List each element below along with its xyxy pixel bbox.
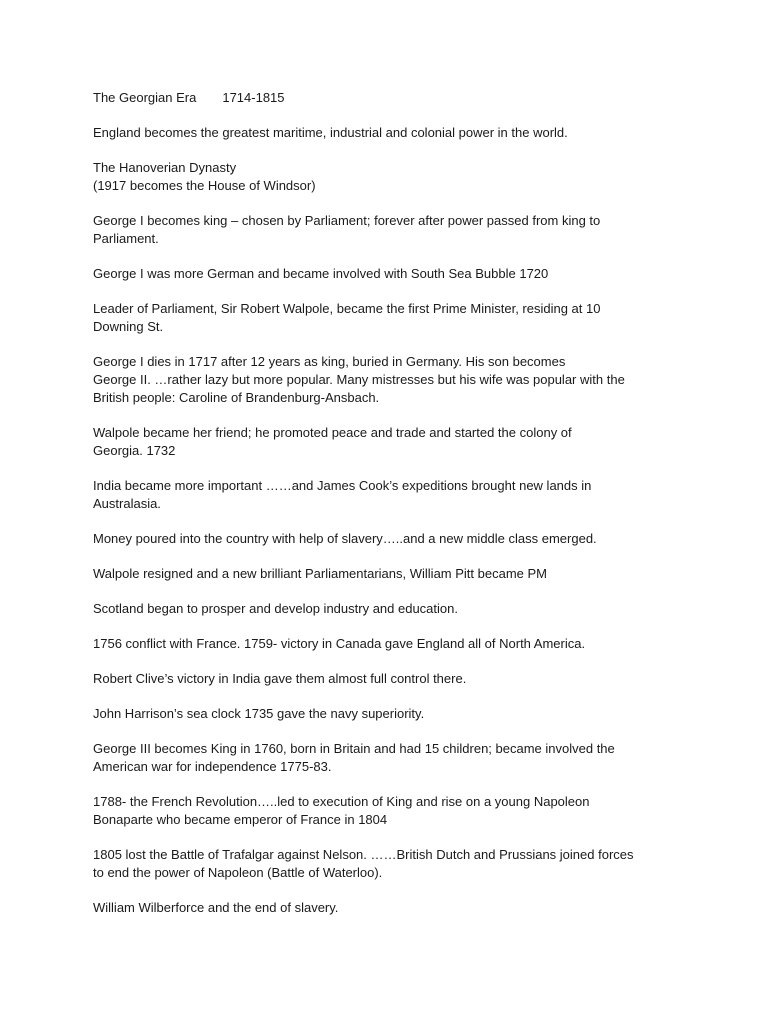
paragraph — [93, 670, 683, 688]
paragraph-line: Leader of Parliament, Sir Robert Walpole, became the first Prime Minister, residing at 10 — [93, 301, 601, 316]
paragraph-line: England becomes the greatest maritime, industrial and colonial power in the world. — [93, 125, 568, 140]
paragraph — [93, 600, 683, 618]
paragraph-line: George I becomes king – chosen by Parliament; forever after power passed from king to — [93, 213, 601, 228]
paragraph-line: The Hanoverian Dynasty — [93, 160, 237, 175]
paragraph-line: Money poured into the country with help of slavery…..and a new middle class emerged. — [93, 531, 597, 546]
paragraph-line: 1756 conflict with France. 1759- victory in Canada gave England all of North America. — [93, 636, 586, 651]
paragraph — [93, 212, 683, 248]
title-name: The Georgian Era — [93, 90, 197, 105]
paragraph-line: India became more important ……and James Cook’s expeditions brought new lands in — [93, 478, 592, 493]
paragraph-line: John Harrison’s sea clock 1735 gave the navy superiority. — [93, 706, 425, 721]
paragraph-line: George II. …rather lazy but more popular. Many mistresses but his wife was popular with the — [93, 372, 625, 387]
paragraph-line: 1788- the French Revolution…..led to execution of King and rise on a young Napoleon — [93, 794, 590, 809]
paragraph-line: Downing St. — [93, 319, 164, 334]
paragraph — [93, 899, 683, 917]
paragraph-line: Robert Clive’s victory in India gave them almost full control there. — [93, 671, 467, 686]
paragraph — [93, 740, 683, 776]
paragraph — [93, 159, 683, 195]
paragraph — [93, 353, 683, 407]
paragraph-line: George I dies in 1717 after 12 years as king, buried in Germany. His son becomes — [93, 354, 566, 369]
paragraph — [93, 300, 683, 336]
paragraph-line: William Wilberforce and the end of slavery. — [93, 900, 339, 915]
paragraph — [93, 846, 683, 882]
paragraph — [93, 124, 683, 142]
paragraph-line: Walpole resigned and a new brilliant Parliamentarians, William Pitt became PM — [93, 566, 547, 581]
paragraph-line: Scotland began to prosper and develop industry and education. — [93, 601, 458, 616]
document-title — [93, 89, 683, 107]
paragraph-line: American war for independence 1775-83. — [93, 759, 332, 774]
paragraph-line: (1917 becomes the House of Windsor) — [93, 178, 316, 193]
paragraph-line: George III becomes King in 1760, born in Britain and had 15 children; became involved the — [93, 741, 615, 756]
paragraph — [93, 793, 683, 829]
paragraph-line: Georgia. 1732 — [93, 443, 176, 458]
paragraph-line: Bonaparte who became emperor of France in 1804 — [93, 812, 388, 827]
paragraph — [93, 705, 683, 723]
document-body — [93, 89, 683, 934]
paragraph-line: Walpole became her friend; he promoted peace and trade and started the colony of — [93, 425, 572, 440]
paragraph — [93, 424, 683, 460]
paragraph — [93, 635, 683, 653]
paragraph — [93, 530, 683, 548]
title-years: 1714-1815 — [222, 90, 285, 105]
paragraph — [93, 477, 683, 513]
paragraph-line: to end the power of Napoleon (Battle of Waterloo). — [93, 865, 383, 880]
paragraph-line: George I was more German and became involved with South Sea Bubble 1720 — [93, 266, 549, 281]
paragraph-list — [93, 124, 683, 917]
paragraph-line: Australasia. — [93, 496, 161, 511]
paragraph — [93, 265, 683, 283]
paragraph-line: Parliament. — [93, 231, 159, 246]
paragraph-line: British people: Caroline of Brandenburg-Ansbach. — [93, 390, 380, 405]
paragraph — [93, 565, 683, 583]
paragraph-line: 1805 lost the Battle of Trafalgar against Nelson. ……British Dutch and Prussians joined forces — [93, 847, 634, 862]
